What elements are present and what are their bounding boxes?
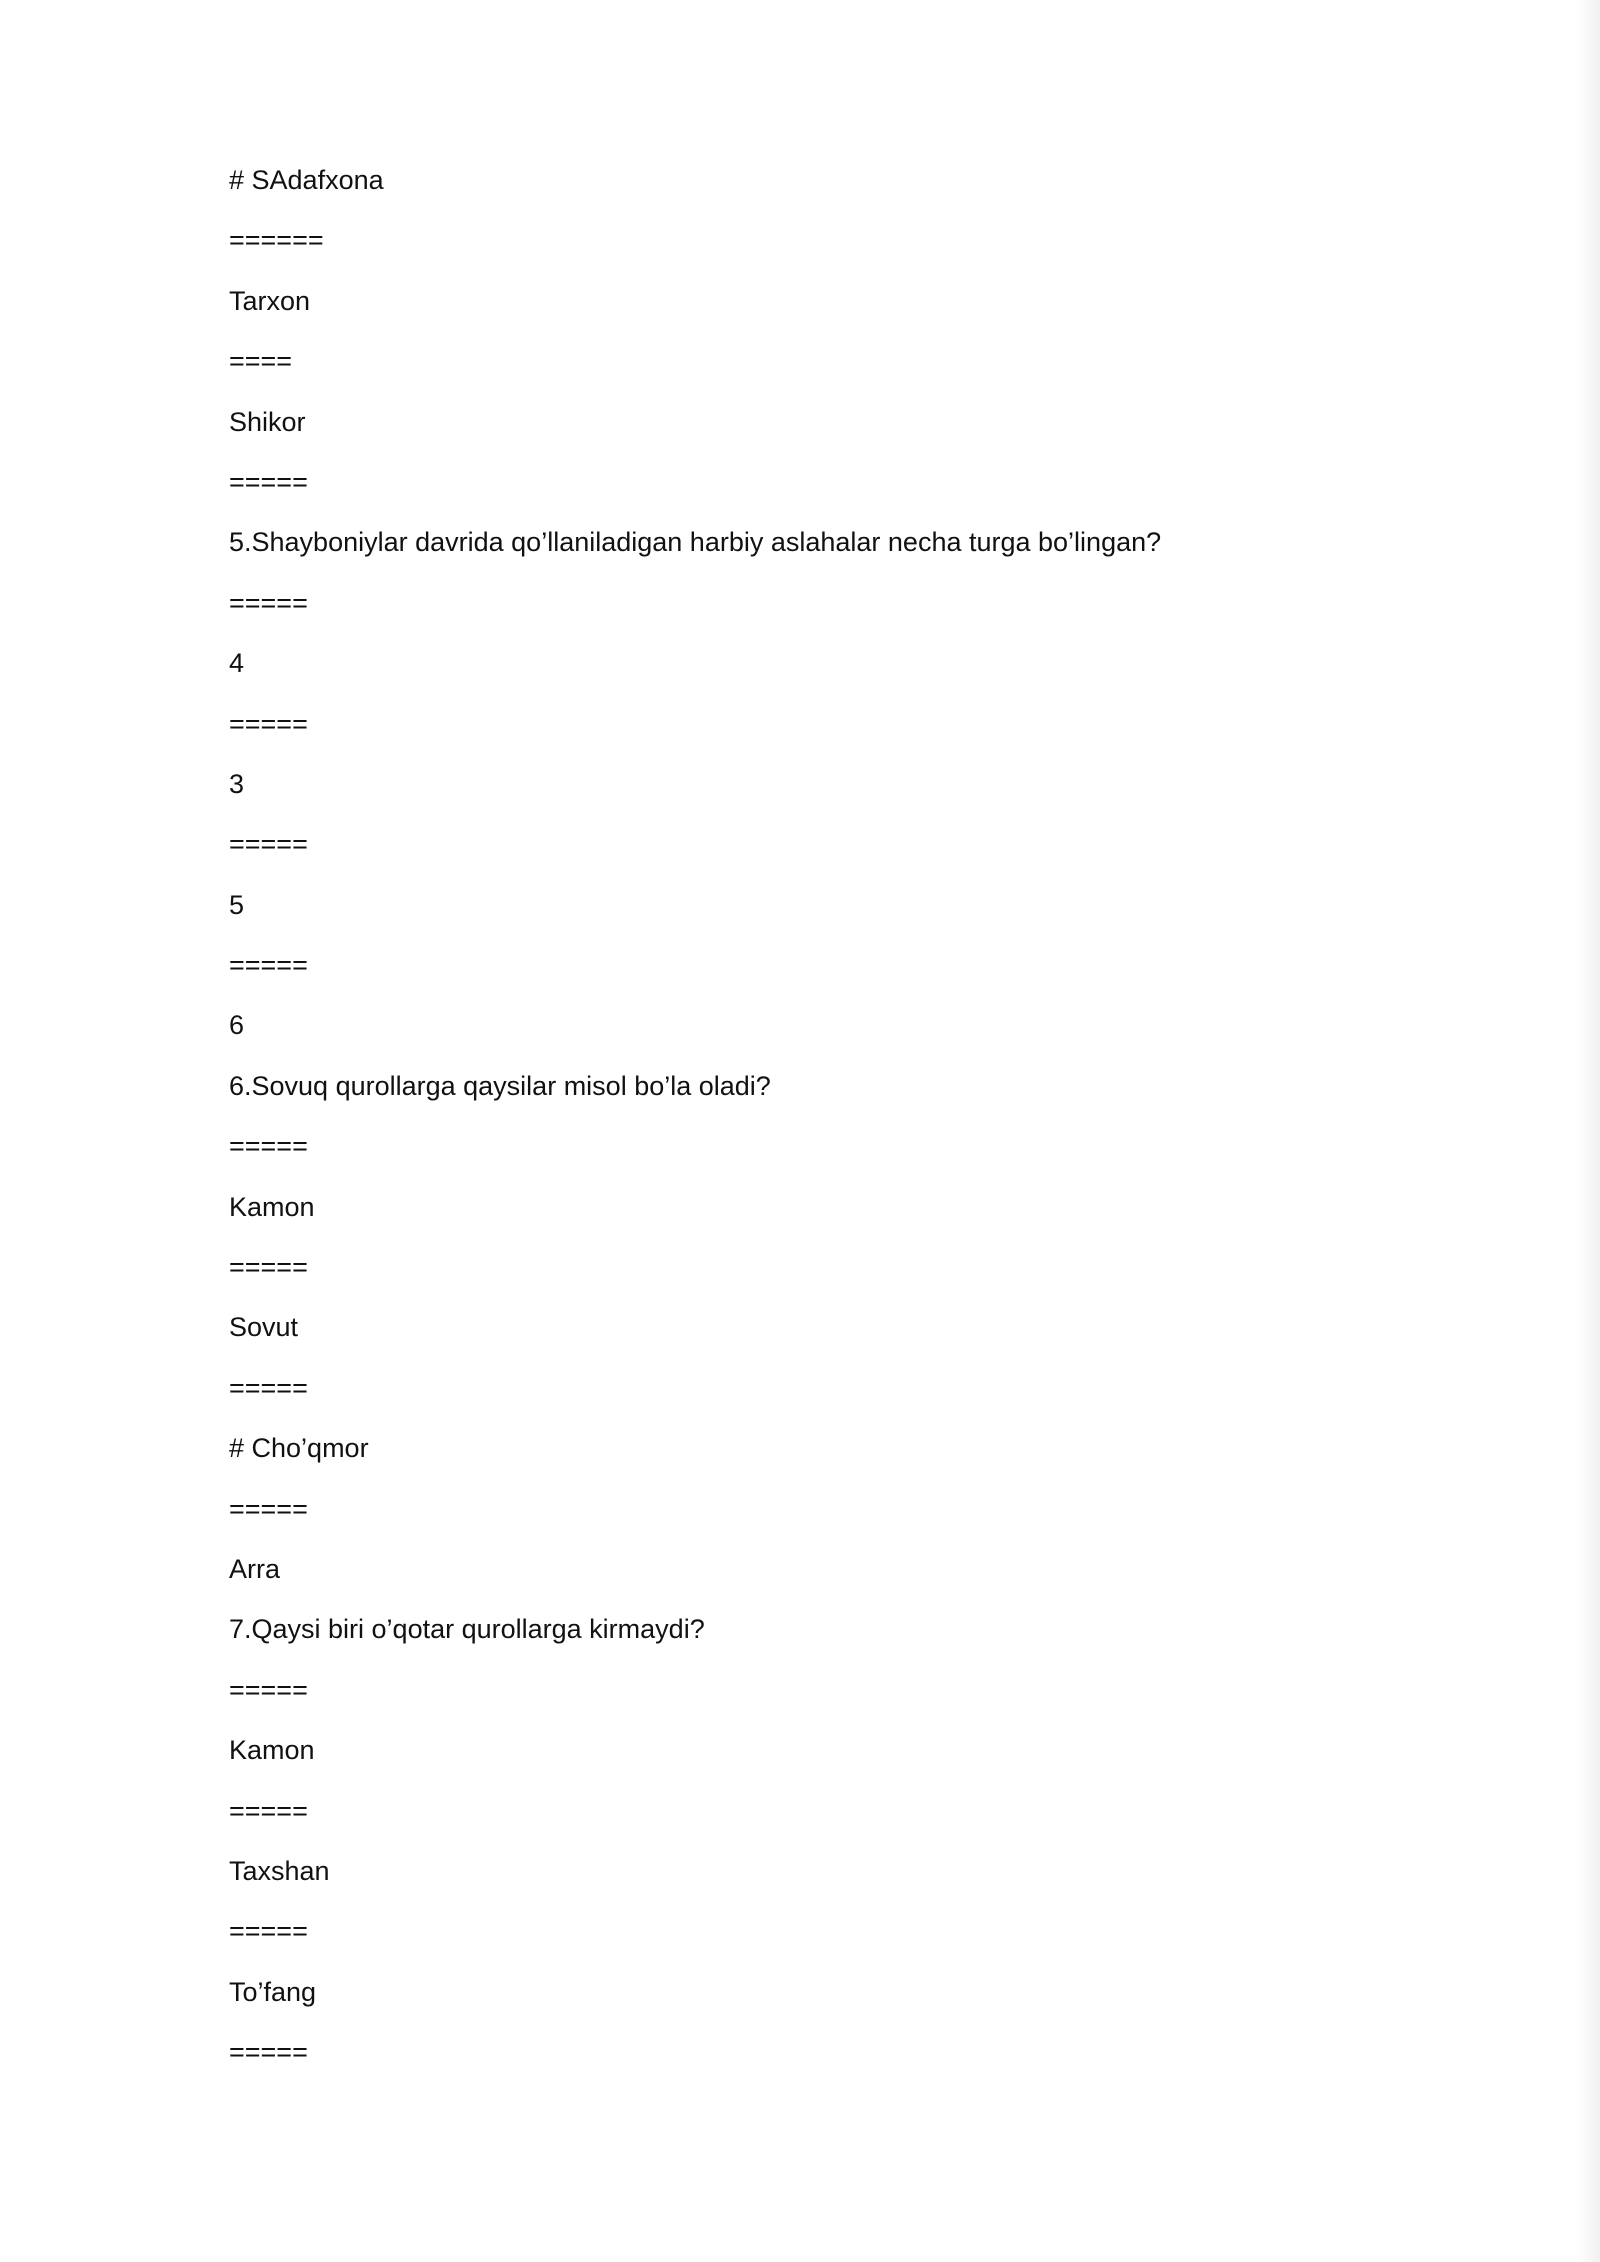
answer-option: # Cho’qmor bbox=[229, 1433, 369, 1464]
separator: ===== bbox=[229, 1252, 308, 1283]
separator: ===== bbox=[229, 2037, 308, 2068]
answer-option: To’fang bbox=[229, 1976, 317, 2007]
separator: ===== bbox=[229, 950, 308, 981]
page-edge-shadow bbox=[1578, 0, 1600, 2262]
separator: ===== bbox=[229, 1493, 308, 1524]
question-6: 6.Sovuq qurollarga qaysilar misol bo’la oladi? bbox=[229, 1070, 771, 1101]
answer-option: Shikor bbox=[229, 406, 306, 437]
separator: ===== bbox=[229, 1674, 308, 1705]
separator: ===== bbox=[229, 466, 308, 497]
separator: ===== bbox=[229, 1131, 308, 1162]
answer-option: 4 bbox=[229, 648, 245, 679]
question-5: 5.Shayboniylar davrida qo’llaniladigan harbiy aslahalar necha turga bo’lingan? bbox=[229, 527, 1162, 558]
answer-option: Kamon bbox=[229, 1735, 315, 1766]
separator: ===== bbox=[229, 1916, 308, 1947]
separator: ===== bbox=[229, 1795, 308, 1826]
answer-option: Taxshan bbox=[229, 1855, 330, 1886]
document-body bbox=[229, 150, 1409, 2083]
answer-option: Tarxon bbox=[229, 285, 311, 316]
separator: ===== bbox=[229, 1372, 308, 1403]
question-7: 7.Qaysi biri o’qotar qurollarga kirmaydi? bbox=[229, 1614, 705, 1645]
answer-option: 6 bbox=[229, 1010, 245, 1041]
separator: ===== bbox=[229, 829, 308, 860]
answer-option: Arra bbox=[229, 1553, 281, 1584]
separator: ===== bbox=[229, 708, 308, 739]
answer-option: Sovut bbox=[229, 1312, 299, 1343]
separator: ===== bbox=[229, 587, 308, 618]
answer-option: Kamon bbox=[229, 1191, 315, 1222]
separator: ====== bbox=[229, 225, 324, 256]
separator: ==== bbox=[229, 346, 293, 377]
answer-option: # SAdafxona bbox=[229, 165, 384, 195]
answer-option: 3 bbox=[229, 768, 245, 799]
answer-option: 5 bbox=[229, 889, 245, 920]
